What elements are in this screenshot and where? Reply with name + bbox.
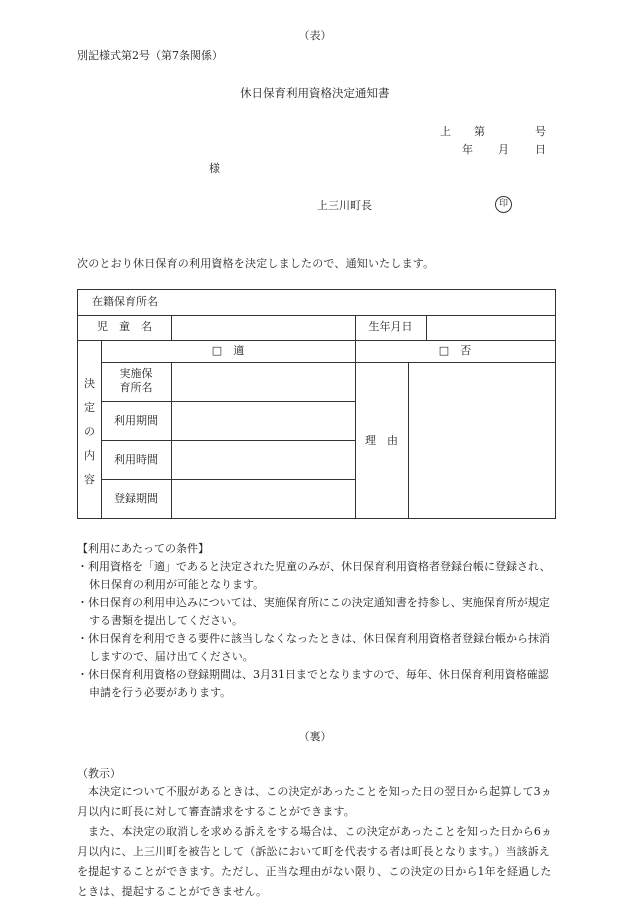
condition-item: ・休日保育を利用できる要件に該当しなくなったときは、休日保育利用資格者登録台帳から抹消しますので、届け出てください。 xyxy=(77,632,550,663)
use-period-label: 利用期間 xyxy=(114,414,158,427)
enrolled-facility-label: 在籍保育所名 xyxy=(92,295,158,308)
date-of-birth-value xyxy=(433,318,548,338)
doc-number-mid: 第 xyxy=(474,125,485,138)
facility-name-label: 実施保 育所名 xyxy=(119,367,153,394)
intro-text: 次のとおり休日保育の利用資格を決定しましたので、通知いたします。 xyxy=(77,257,435,270)
condition-item: ・休日保育の利用申込みについては、実施保育所にこの決定通知書を持参し、実施保育所が規定する書類を提出してください。 xyxy=(77,596,550,627)
deny-checkbox-label[interactable]: □ 否 xyxy=(438,344,472,357)
front-label: （表） xyxy=(298,29,332,42)
approve-checkbox-label[interactable]: □ 適 xyxy=(211,344,245,357)
condition-item: ・利用資格を「適」であると決定された児童のみが、休日保育利用資格者登録台帳に登録され、休日保育の利用が可能となります。 xyxy=(77,560,551,591)
decision-content-label: 決 定 の 内 容 xyxy=(84,377,95,486)
conditions-heading: 【利用にあたっての条件】 xyxy=(77,542,209,555)
notice-heading: （教示） xyxy=(77,767,121,780)
form-number: 別記様式第2号（第7条関係） xyxy=(77,49,223,62)
back-label: （裏） xyxy=(298,730,332,743)
doc-number-suffix: 号 xyxy=(535,125,546,138)
date-day: 日 xyxy=(535,143,546,156)
document-title: 休日保育利用資格決定通知書 xyxy=(240,86,390,100)
decision-table xyxy=(77,289,556,519)
date-of-birth-label: 生年月日 xyxy=(368,320,413,333)
date-month: 月 xyxy=(498,143,509,156)
seal-mark: 印 xyxy=(495,196,512,213)
enrolled-facility-value xyxy=(178,292,548,312)
child-name-label: 児 童 名 xyxy=(97,320,152,333)
reason-label: 理 由 xyxy=(365,434,398,447)
notice-paragraph-2: また、本決定の取消しを求める訴えをする場合は、この決定があったことを知った日から6ヵ月以内に、上三川町を被告として（訴訟において町を代表する者は町長となります。）当該訴えを提起することができます。ただし、正当な理由がない限り、この決定の日から1年を経過したときは、提起することができません。 xyxy=(77,825,553,898)
addressee-suffix: 様 xyxy=(209,162,220,175)
doc-number-prefix: 上 xyxy=(440,125,451,138)
issuer: 上三川町長 xyxy=(317,199,372,212)
registration-period-label: 登録期間 xyxy=(114,492,158,505)
conditions-section xyxy=(77,540,559,702)
date-year: 年 xyxy=(462,143,473,156)
use-time-label: 利用時間 xyxy=(114,453,158,466)
condition-item: ・休日保育利用資格の登録期間は、3月31日までとなりますので、毎年、休日保育利用資格確認申請を行う必要があります。 xyxy=(77,668,549,699)
notice-paragraph-1: 本決定について不服があるときは、この決定があったことを知った日の翌日から起算して3ヵ月以内に町長に対して審査請求をすることができます。 xyxy=(77,785,552,818)
child-name-value xyxy=(178,318,348,338)
